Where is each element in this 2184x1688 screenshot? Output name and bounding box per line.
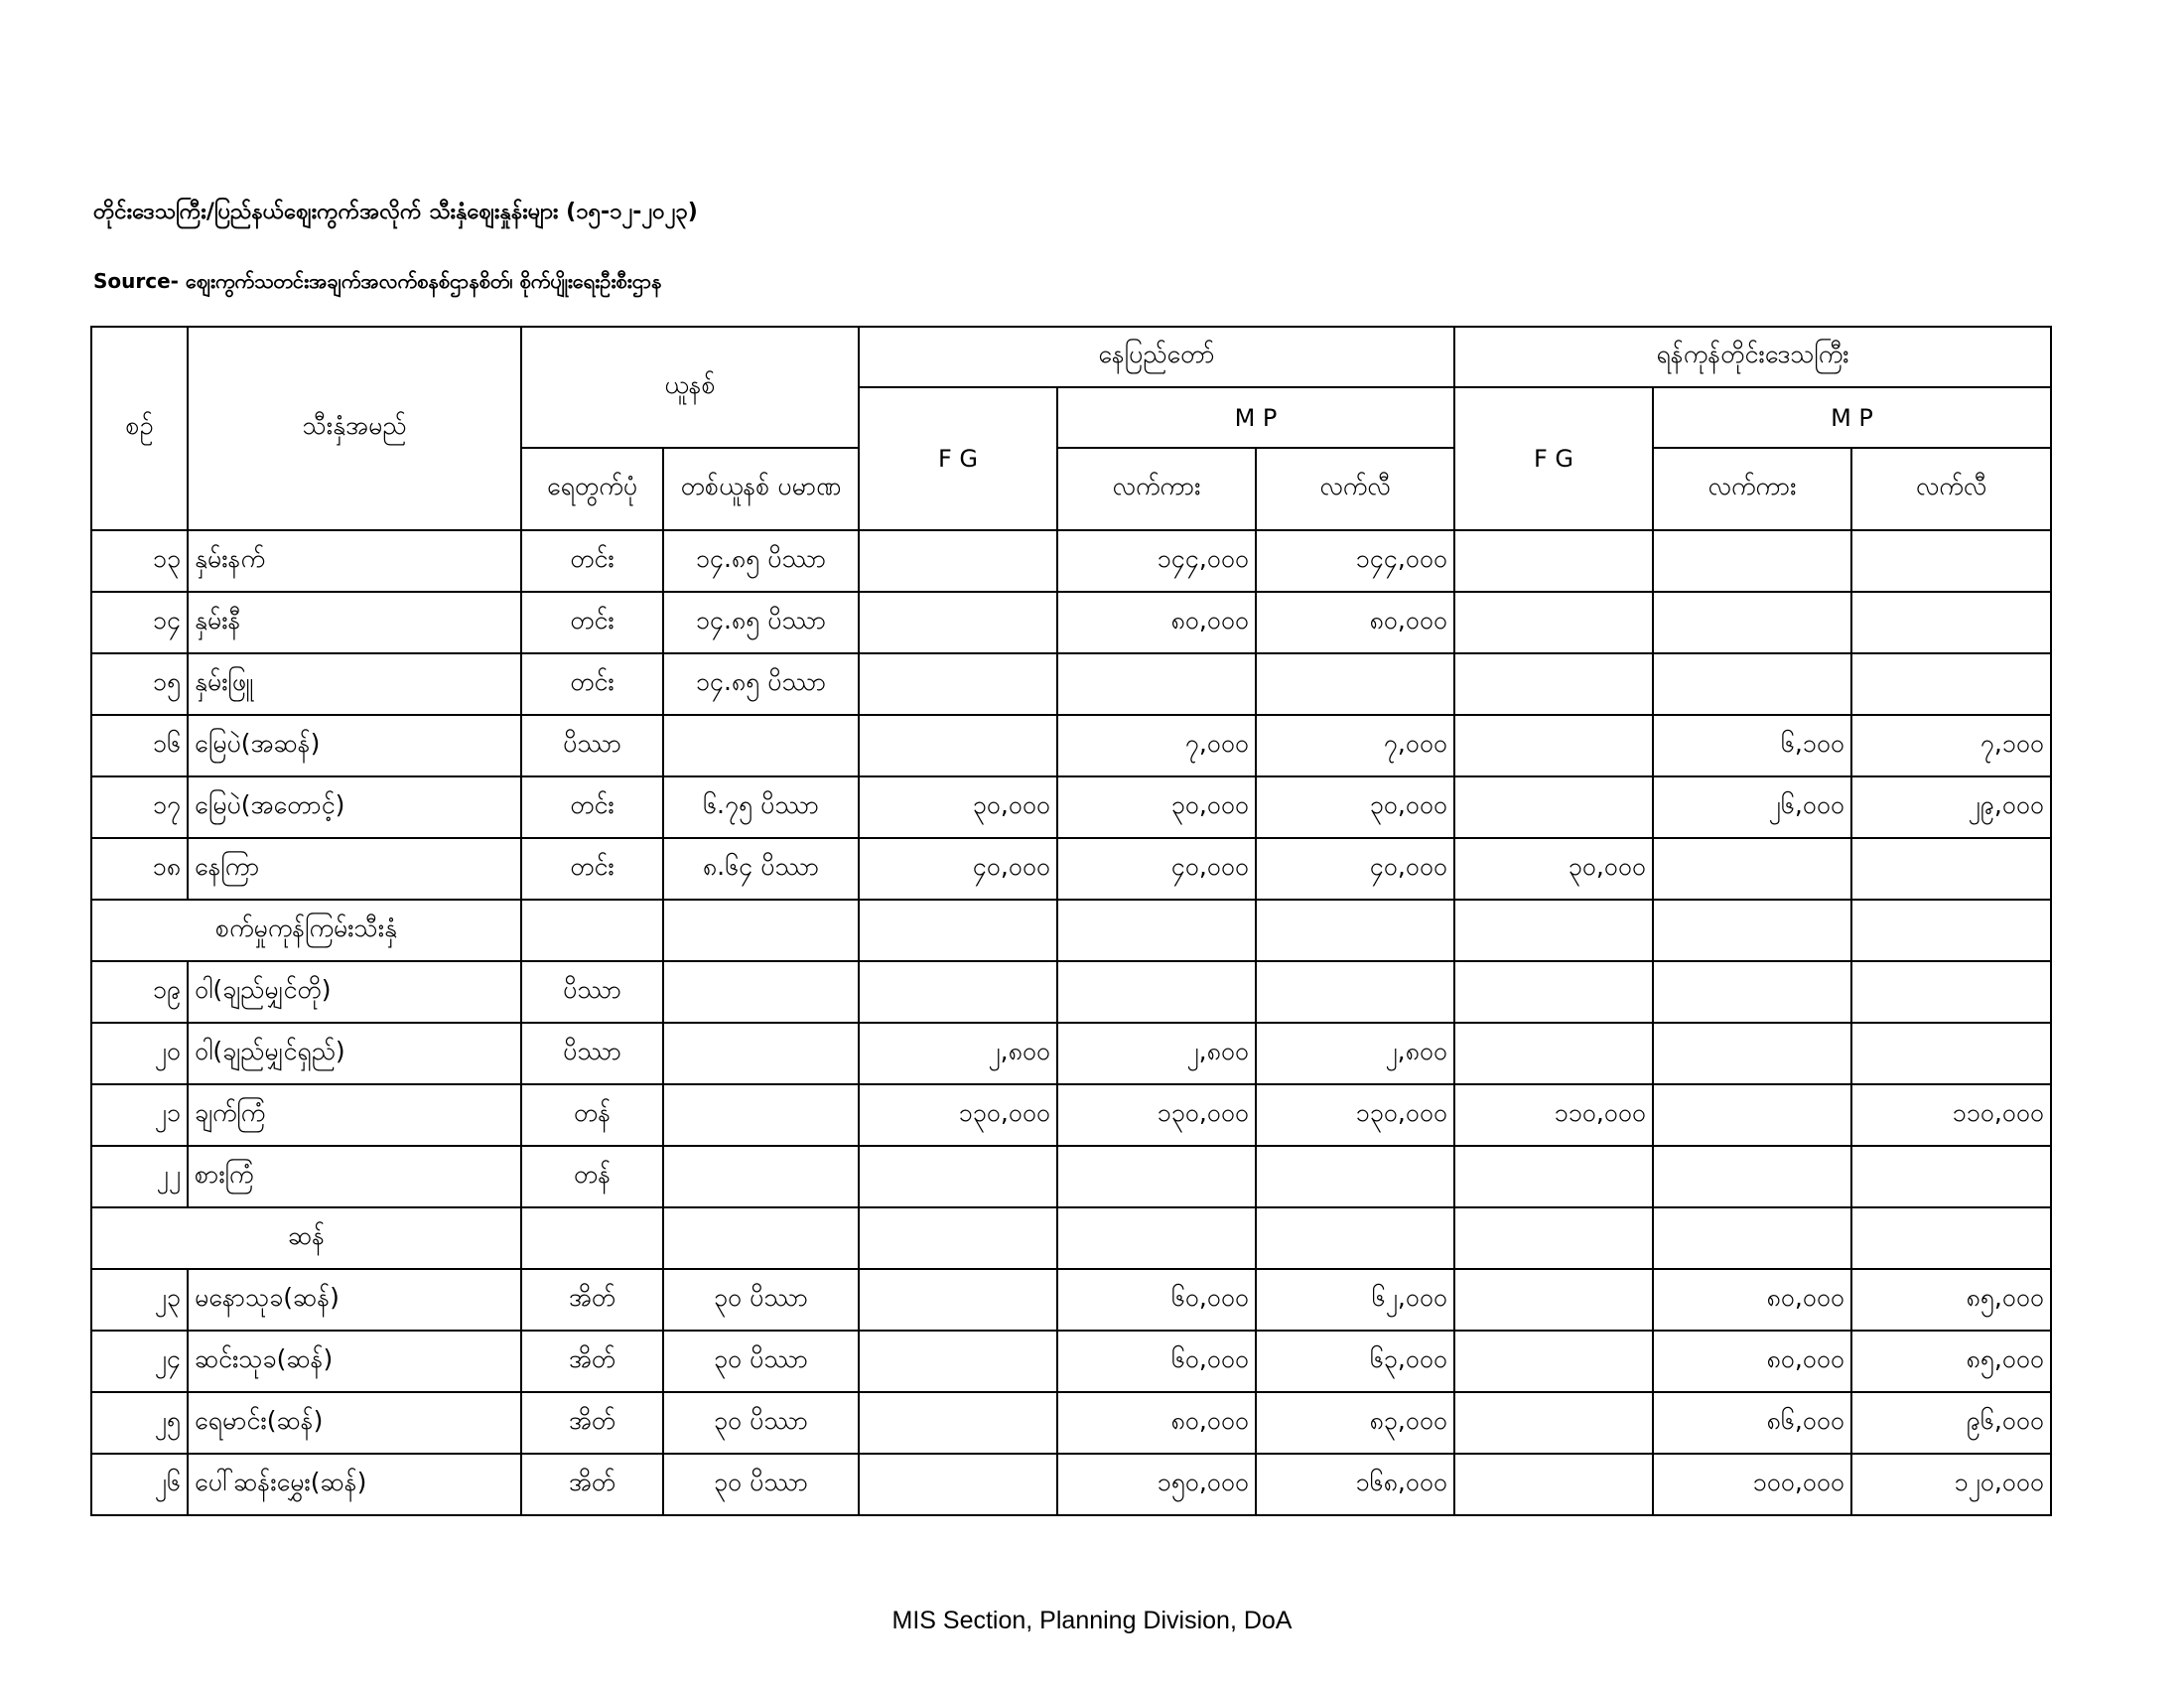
market-unit: တန် [521,1146,663,1207]
npt-fg-price [859,961,1057,1023]
row-number: ၁၇ [91,776,188,838]
ygn-retail-price [1851,1146,2051,1207]
ygn-retail-price: ၁၂၀,၀၀၀ [1851,1454,2051,1515]
header-npt-mp: M P [1057,387,1454,448]
empty-cell [663,1207,859,1269]
crop-name: ဝါ(ချည်မျှင်ရှည်) [188,1023,521,1084]
ygn-fg-price [1454,653,1653,715]
ygn-retail-price [1851,961,2051,1023]
ygn-fg-price: ၃၀,၀၀၀ [1454,838,1653,900]
market-unit: အိတ် [521,1331,663,1392]
footer-note: MIS Section, Planning Division, DoA [891,1607,1293,1634]
crop-name: နေကြာ [188,838,521,900]
ygn-fg-price [1454,1331,1653,1392]
header-region-yangon: ရန်ကုန်တိုင်းဒေသကြီး [1454,327,2051,387]
npt-retail-price [1256,1146,1454,1207]
ygn-retail-price: ၈၅,၀၀၀ [1851,1331,2051,1392]
source-note: Source- ဈေးကွက်သတင်းအချက်အလက်စနစ်ဌာနစိတ်၊ စိုက်ပျိုးရေးဦးစီးဌာန [93,269,662,293]
npt-fg-price [859,1392,1057,1454]
row-number: ၁၉ [91,961,188,1023]
empty-cell [1256,900,1454,961]
npt-fg-price: ၄၀,၀၀၀ [859,838,1057,900]
ygn-fg-price [1454,715,1653,776]
ygn-fg-price [1454,961,1653,1023]
ygn-fg-price [1454,592,1653,653]
market-unit: တင်း [521,530,663,592]
npt-fg-price [859,1146,1057,1207]
npt-fg-price [859,1269,1057,1331]
ygn-retail-price [1851,592,2051,653]
ygn-retail-price: ၇,၁၀၀ [1851,715,2051,776]
empty-cell [1057,900,1256,961]
ygn-wholesale-price: ၁၀၀,၀၀၀ [1653,1454,1851,1515]
page-title: တိုင်းဒေသကြီး/ပြည်နယ်ဈေးကွက်အလိုက် သီးနှံဈေးနှုန်းများ (၁၅-၁၂-၂၀၂၃) [93,200,698,224]
header-npt-retail: လက်လီ [1256,448,1454,530]
npt-retail-price: ၁၃၀,၀၀၀ [1256,1084,1454,1146]
ygn-retail-price: ၁၁၀,၀၀၀ [1851,1084,2051,1146]
crop-name: မြေပဲ(အတောင့်) [188,776,521,838]
row-number: ၁၅ [91,653,188,715]
row-number: ၂၆ [91,1454,188,1515]
ygn-wholesale-price [1653,1023,1851,1084]
empty-cell [1653,900,1851,961]
npt-retail-price: ၁၆၈,၀၀၀ [1256,1454,1454,1515]
header-unit: ယူနစ် [521,327,859,448]
ygn-fg-price [1454,1454,1653,1515]
ygn-retail-price [1851,530,2051,592]
market-unit: အိတ် [521,1392,663,1454]
npt-wholesale-price: ၁၄၄,၀၀၀ [1057,530,1256,592]
ygn-fg-price: ၁၁၀,၀၀၀ [1454,1084,1653,1146]
price-table [90,326,2052,1516]
ygn-fg-price [1454,530,1653,592]
empty-cell [1256,1207,1454,1269]
empty-cell [663,900,859,961]
ygn-wholesale-price [1653,1084,1851,1146]
table-row [91,1331,2051,1392]
market-unit: တင်း [521,838,663,900]
market-unit: တင်း [521,592,663,653]
unit-size [663,1023,859,1084]
ygn-fg-price [1454,776,1653,838]
ygn-wholesale-price: ၆,၁၀၀ [1653,715,1851,776]
ygn-retail-price: ၈၅,၀၀၀ [1851,1269,2051,1331]
npt-fg-price: ၃၀,၀၀၀ [859,776,1057,838]
unit-size [663,1146,859,1207]
npt-wholesale-price: ၇,၀၀၀ [1057,715,1256,776]
empty-cell [1851,900,2051,961]
unit-size: ၁၄.၈၅ ပိဿာ [663,592,859,653]
section-row [91,1207,2051,1269]
npt-retail-price: ၆၂,၀၀၀ [1256,1269,1454,1331]
npt-retail-price [1256,961,1454,1023]
empty-cell [1057,1207,1256,1269]
ygn-retail-price [1851,653,2051,715]
header-ygn-wholesale: လက်ကား [1653,448,1851,530]
unit-size: ၈.၆၄ ပိဿာ [663,838,859,900]
npt-retail-price: ၁၄၄,၀၀၀ [1256,530,1454,592]
table-row [91,961,2051,1023]
empty-cell [1454,1207,1653,1269]
crop-name: နှမ်းနက် [188,530,521,592]
npt-wholesale-price: ၁၃၀,၀၀၀ [1057,1084,1256,1146]
npt-wholesale-price: ၄၀,၀၀၀ [1057,838,1256,900]
header-npt-wholesale: လက်ကား [1057,448,1256,530]
npt-fg-price [859,1454,1057,1515]
unit-size: ၁၄.၈၅ ပိဿာ [663,530,859,592]
table-row [91,1084,2051,1146]
table-row [91,715,2051,776]
npt-retail-price: ၆၃,၀၀၀ [1256,1331,1454,1392]
market-unit: အိတ် [521,1454,663,1515]
unit-size [663,715,859,776]
ygn-retail-price [1851,838,2051,900]
crop-name: နှမ်းဖြူ [188,653,521,715]
empty-cell [1653,1207,1851,1269]
npt-fg-price: ၂,၈၀၀ [859,1023,1057,1084]
market-unit: တန် [521,1084,663,1146]
crop-name: ဝါ(ချည်မျှင်တို) [188,961,521,1023]
table-body [91,530,2051,1515]
market-unit: ပိဿာ [521,961,663,1023]
empty-cell [859,1207,1057,1269]
row-number: ၁၈ [91,838,188,900]
crop-name: မြေပဲ(အဆန်) [188,715,521,776]
table-row [91,1023,2051,1084]
table-row [91,1392,2051,1454]
table-row [91,653,2051,715]
npt-retail-price: ၂,၈၀၀ [1256,1023,1454,1084]
section-title: စက်မှုကုန်ကြမ်းသီးနှံ [91,900,521,961]
section-title: ဆန် [91,1207,521,1269]
header-ygn-mp: M P [1653,387,2051,448]
npt-retail-price: ၇,၀၀၀ [1256,715,1454,776]
npt-fg-price [859,715,1057,776]
row-number: ၂၅ [91,1392,188,1454]
crop-name: ပေါ်ဆန်းမွှေး(ဆန်) [188,1454,521,1515]
npt-wholesale-price [1057,1146,1256,1207]
row-number: ၂၃ [91,1269,188,1331]
row-number: ၂၄ [91,1331,188,1392]
unit-size [663,961,859,1023]
market-unit: တင်း [521,653,663,715]
crop-name: ဆင်းသုခ(ဆန်) [188,1331,521,1392]
market-unit: အိတ် [521,1269,663,1331]
empty-cell [1454,900,1653,961]
npt-fg-price [859,592,1057,653]
unit-size: ၆.၇၅ ပိဿာ [663,776,859,838]
npt-wholesale-price: ၁၅၀,၀၀၀ [1057,1454,1256,1515]
ygn-wholesale-price [1653,653,1851,715]
market-unit: ပိဿာ [521,715,663,776]
npt-wholesale-price [1057,961,1256,1023]
header-crop-name: သီးနှံအမည် [188,327,521,530]
empty-cell [521,900,663,961]
empty-cell [859,900,1057,961]
npt-wholesale-price [1057,653,1256,715]
row-number: ၂၁ [91,1084,188,1146]
unit-size: ၃၀ ပိဿာ [663,1331,859,1392]
row-number: ၁၃ [91,530,188,592]
empty-cell [1851,1207,2051,1269]
table-row [91,1146,2051,1207]
row-number: ၂၀ [91,1023,188,1084]
npt-wholesale-price: ၈၀,၀၀၀ [1057,592,1256,653]
ygn-fg-price [1454,1023,1653,1084]
ygn-retail-price: ၉၆,၀၀၀ [1851,1392,2051,1454]
ygn-wholesale-price [1653,1146,1851,1207]
npt-retail-price: ၃၀,၀၀၀ [1256,776,1454,838]
market-unit: တင်း [521,776,663,838]
ygn-wholesale-price [1653,592,1851,653]
table-row [91,1454,2051,1515]
row-number: ၂၂ [91,1146,188,1207]
header-ygn-fg: F G [1454,387,1653,530]
npt-retail-price: ၄၀,၀၀၀ [1256,838,1454,900]
crop-name: မနောသုခ(ဆန်) [188,1269,521,1331]
header-region-naypyitaw: နေပြည်တော် [859,327,1454,387]
section-row [91,900,2051,961]
crop-name: စားကြံ [188,1146,521,1207]
table-row [91,530,2051,592]
unit-size: ၁၄.၈၅ ပိဿာ [663,653,859,715]
ygn-wholesale-price [1653,838,1851,900]
header-market-unit: ရေတွက်ပုံ [521,448,663,530]
market-unit: ပိဿာ [521,1023,663,1084]
header-ygn-retail: လက်လီ [1851,448,2051,530]
npt-retail-price: ၈၃,၀၀၀ [1256,1392,1454,1454]
unit-size: ၃၀ ပိဿာ [663,1454,859,1515]
npt-fg-price [859,530,1057,592]
table-row [91,838,2051,900]
npt-retail-price [1256,653,1454,715]
row-number: ၁၆ [91,715,188,776]
npt-wholesale-price: ၈၀,၀၀၀ [1057,1392,1256,1454]
ygn-wholesale-price: ၈၆,၀၀၀ [1653,1392,1851,1454]
header-unit-size: တစ်ယူနစ် ပမာဏ [663,448,859,530]
unit-size: ၃၀ ပိဿာ [663,1392,859,1454]
npt-wholesale-price: ၂,၈၀၀ [1057,1023,1256,1084]
crop-name: နှမ်းနီ [188,592,521,653]
row-number: ၁၄ [91,592,188,653]
ygn-wholesale-price: ၈၀,၀၀၀ [1653,1331,1851,1392]
ygn-wholesale-price [1653,530,1851,592]
ygn-wholesale-price [1653,961,1851,1023]
npt-wholesale-price: ၆၀,၀၀၀ [1057,1269,1256,1331]
ygn-wholesale-price: ၂၆,၀၀၀ [1653,776,1851,838]
ygn-retail-price: ၂၉,၀၀၀ [1851,776,2051,838]
table-row [91,1269,2051,1331]
empty-cell [521,1207,663,1269]
table-row [91,776,2051,838]
npt-fg-price: ၁၃၀,၀၀၀ [859,1084,1057,1146]
unit-size: ၃၀ ပိဿာ [663,1269,859,1331]
crop-name: ချက်ကြံ [188,1084,521,1146]
unit-size [663,1084,859,1146]
npt-retail-price: ၈၀,၀၀၀ [1256,592,1454,653]
npt-fg-price [859,653,1057,715]
header-npt-fg: F G [859,387,1057,530]
npt-wholesale-price: ၃၀,၀၀၀ [1057,776,1256,838]
crop-name: ရေမာင်း(ဆန်) [188,1392,521,1454]
npt-fg-price [859,1331,1057,1392]
table-row [91,592,2051,653]
npt-wholesale-price: ၆၀,၀၀၀ [1057,1331,1256,1392]
ygn-fg-price [1454,1392,1653,1454]
ygn-retail-price [1851,1023,2051,1084]
ygn-fg-price [1454,1146,1653,1207]
ygn-fg-price [1454,1269,1653,1331]
ygn-wholesale-price: ၈၀,၀၀၀ [1653,1269,1851,1331]
header-no: စဉ် [91,327,188,530]
